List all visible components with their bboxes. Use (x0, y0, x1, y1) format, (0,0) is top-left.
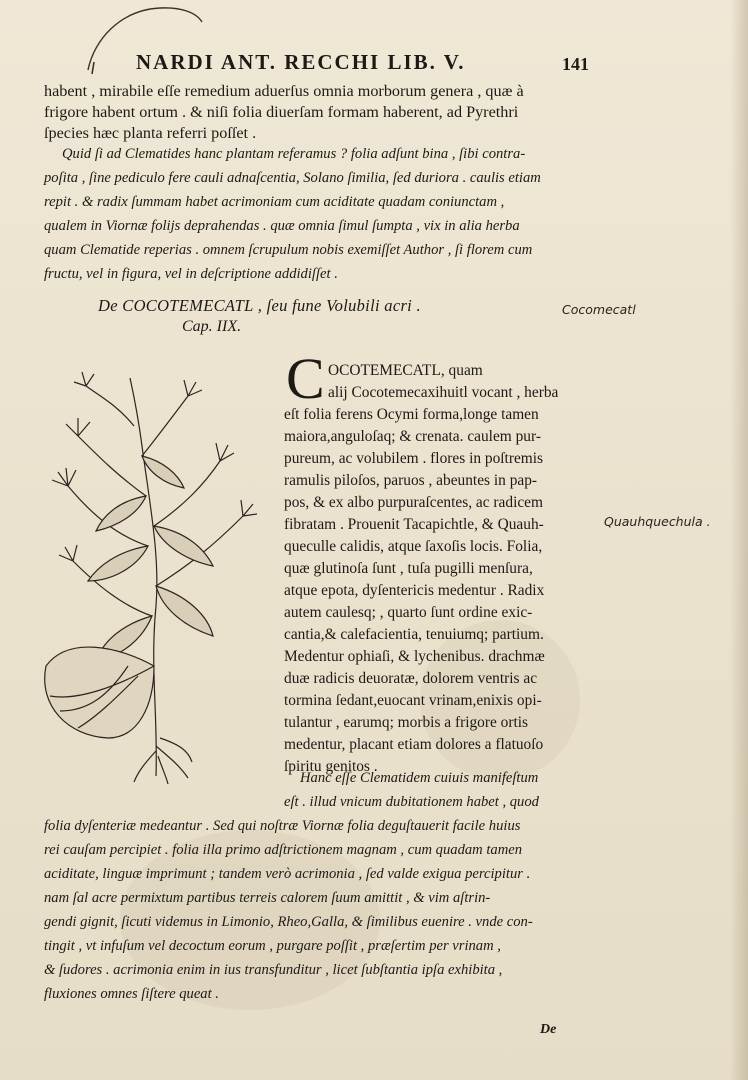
text-line: frigore habent ortum . & niſi folia diuerſam formam haberent, ad Pyrethri (44, 103, 519, 121)
text-line: cantia,& calefacientia, tenuiumq; partium. (284, 626, 544, 643)
text-line: tingit , vt infuſum vel decoctum eorum , purgare poſſit , præſertim per vrinam , (44, 938, 501, 954)
text-line: atque epota, dyſentericis medentur . Radix (284, 582, 545, 599)
text-line: fluxiones omnes ſiſtere queat . (44, 986, 219, 1002)
text-line: gendi gignit, ſicuti videmus in Limonio, Rheo,Galla, & ſimilibus euenire . vnde con- (44, 914, 533, 930)
text-line: & ſudores . acrimonia enim in ius transfunditur , licet ſubſtantia ipſa exhibita , (44, 962, 503, 978)
text-line: Medentur ophiaſi, & lychenibus. drachmæ (284, 648, 545, 665)
text-line: quam Clematide reperias . omnem ſcrupulum nobis exemiſſet Author , ſi florem cum (44, 242, 533, 258)
text-line: folia dyſenteriæ medeantur . Sed qui noſtræ Viornæ folia deguſtauerit facile huius (44, 818, 521, 834)
text-line: Hanc eſſe Clematidem cuiuis manifeſtum (300, 770, 539, 786)
text-line: poſita , ſine pediculo fere cauli adnaſcentia, Solano ſimilia, ſed duriora . caulis etiam (44, 170, 541, 186)
text-line: fructu, vel in figura, vel in deſcriptione addidiſſet . (44, 266, 338, 282)
margin-note-cocomecatl: Cocomecatl (562, 302, 636, 317)
drop-cap-initial: C (286, 346, 325, 411)
text-line: Quid ſi ad Clematides hanc plantam referamus ? folia adſunt bina , ſibi contra- (62, 146, 526, 162)
running-header: NARDI ANT. RECCHI LIB. V. (136, 50, 466, 74)
text-line: autem caulesq; , quarto ſunt ordine exic- (284, 604, 533, 621)
text-line: pureum, ac volubilem . flores in poſtremis (284, 450, 544, 467)
chapter-title: De COCOTEMECATL , ſeu fune Volubili acri . (98, 296, 421, 315)
text-line: eſt . illud vnicum dubitationem habet , quod (284, 794, 539, 810)
text-line: ſpecies hæc planta referri poſſet . (44, 124, 257, 142)
text-line: duæ radicis deuoratæ, dolorem ventris ac (284, 670, 538, 687)
plant-woodcut-illustration-icon (38, 366, 268, 786)
text-line: habent , mirabile eſſe remedium aduerſus omnia morborum genera , quæ à (44, 82, 524, 100)
text-line: queculle calidis, atque ſaxoſis locis. Folia, (284, 538, 543, 555)
text-line: quæ glutinoſa ſunt , tuſa pugilli menſura, (284, 560, 533, 577)
page-number: 141 (562, 54, 589, 74)
catchword: De (540, 1022, 557, 1037)
text-line: fibratam . Prouenit Tacapichtle, & Quauh- (284, 516, 544, 533)
text-line: alij Cocotemecaxihuitl vocant , herba (328, 384, 559, 401)
text-line: ramulis piloſos, paruos , abeuntes in pap- (284, 472, 538, 489)
text-line: ſpiritu genitos . (284, 758, 378, 775)
text-line: OCOTEMECATL, quam (328, 362, 483, 379)
text-line: medentur, placant etiam dolores a flatuoſo (284, 736, 544, 753)
margin-note-quauhquechula: Quauhquechula . (604, 514, 711, 529)
text-line: nam ſal acre permixtum partibus terreis calorem ſuum amittit , & vim aſtrin- (44, 890, 491, 906)
text-line: aciditate, linguæ imprimunt ; tandem verò acrimonia , ſed valde exigua percipitur . (44, 866, 531, 882)
text-line: pos, & ex albo purpuraſcentes, ac radicem (284, 494, 543, 511)
text-line: rei cauſam percipiet . folia illa primo adſtrictionem magnam , cum quadam tamen (44, 842, 523, 858)
text-line: tulantur , earumq; morbis a frigore ortis (284, 714, 529, 731)
text-line: repit . & radix ſummam habet acrimoniam cum aciditate quadam coniunctam , (44, 194, 505, 210)
chapter-number: Cap. IIX. (182, 318, 242, 335)
page-fold-shadow (730, 0, 748, 1080)
text-line: qualem in Viornæ folijs deprahendas . quæ omnia ſimul ſumpta , vix in alia herba (44, 218, 520, 234)
text-line: tormina ſedant,euocant vrinam,enixis opi- (284, 692, 542, 709)
text-line: eſt folia ferens Ocymi forma,longe tamen (284, 406, 539, 423)
text-line: maiora,anguloſaq; & crenata. caulem pur- (284, 428, 541, 445)
